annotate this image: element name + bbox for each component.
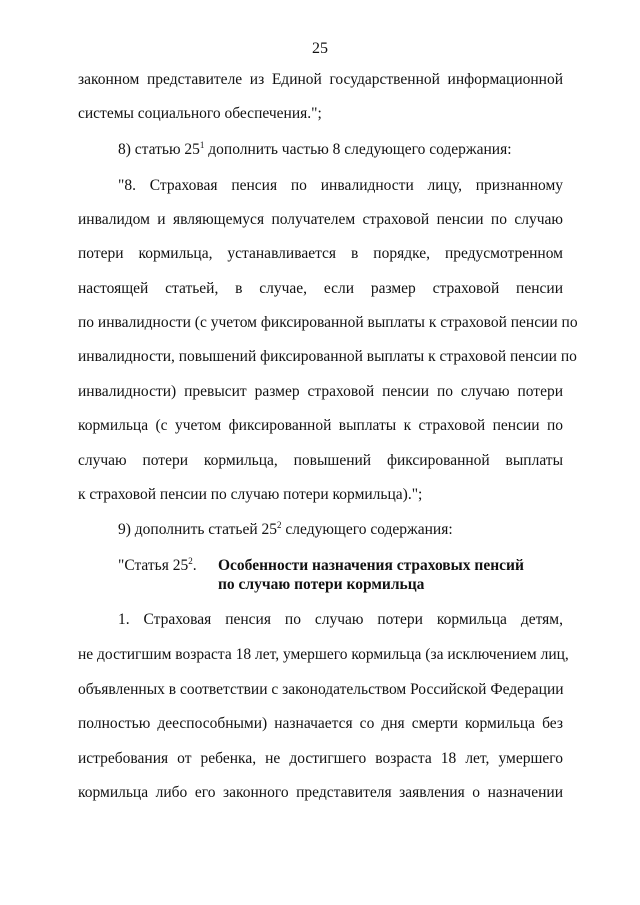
text-line: потери кормильца, устанавливается в порядке, предусмотренном — [78, 245, 563, 262]
text-line: истребования от ребенка, не достигшего возраста 18 лет, умершего — [78, 750, 563, 767]
text-line: случаю потери кормильца, повышений фиксированной выплаты — [78, 452, 563, 469]
superscript: 1 — [199, 140, 205, 150]
text-line: настоящей статьей, в случае, если размер страховой пенсии — [78, 280, 563, 297]
text-line: полностью дееспособными) назначается со дня смерти кормильца без — [78, 715, 563, 732]
text-line: кормильца (с учетом фиксированной выплаты к страховой пенсии по — [78, 417, 563, 434]
article-title-continued: по случаю потери кормильца — [218, 576, 425, 593]
text-line: не достигшим возраста 18 лет, умершего кормильца (за исключением лиц, — [78, 646, 569, 663]
text-line: системы социального обеспечения."; — [78, 105, 322, 122]
article-title: Особенности назначения страховых пенсий — [218, 557, 524, 574]
text-span: 8) статью 25 — [118, 141, 200, 158]
text-line: кормильца либо его законного представителя заявления о назначении — [78, 784, 563, 801]
text-line: законном представителе из Единой государственной информационной — [78, 71, 563, 88]
text-span: дополнить частью 8 следующего содержания: — [204, 141, 512, 158]
article-label — [118, 556, 218, 576]
page-number: 25 — [312, 40, 328, 57]
text-line: объявленных в соответствии с законодательством Российской Федерации — [78, 681, 564, 698]
superscript: 2 — [188, 556, 193, 566]
text-line: инвалидности) превысит размер страховой пенсии по случаю потери — [78, 383, 563, 400]
text-span: следующего содержания: — [281, 521, 453, 538]
text-line: по инвалидности (с учетом фиксированной выплаты к страховой пенсии по — [78, 314, 578, 331]
text-line: к страховой пенсии по случаю потери кормильца)."; — [78, 486, 423, 503]
text-line: "8. Страховая пенсия по инвалидности лицу, признанному — [118, 177, 563, 194]
text-line: инвалидности, повышений фиксированной выплаты к страховой пенсии по — [78, 348, 577, 365]
text-span: 9) дополнить статьей 25 — [118, 521, 278, 538]
amendment-item-8 — [118, 140, 563, 160]
text-span: "Статья 25 — [118, 557, 189, 574]
amendment-item-9 — [118, 520, 563, 540]
text-line: инвалидом и являющемуся получателем страховой пенсии по случаю — [78, 211, 563, 228]
superscript: 2 — [277, 520, 282, 530]
text-span: . — [192, 557, 197, 574]
text-line: 1. Страховая пенсия по случаю потери кормильца детям, — [118, 611, 563, 628]
